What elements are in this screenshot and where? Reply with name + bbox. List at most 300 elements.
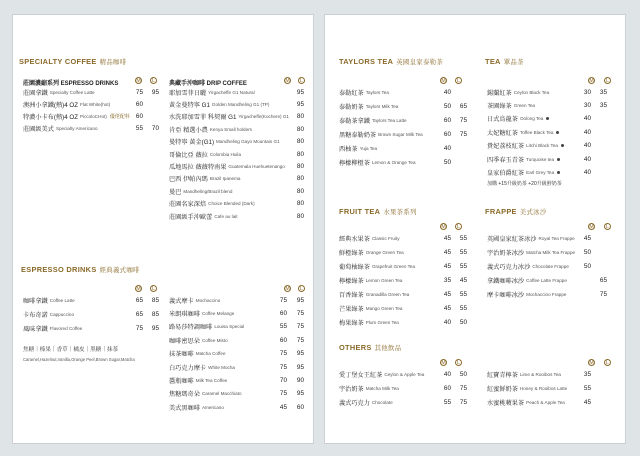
item-name-zh: 肯亞 精選小農 xyxy=(169,126,208,134)
price-m: 75 xyxy=(279,390,287,398)
size-l-icon: L xyxy=(298,77,305,84)
menu-item xyxy=(487,127,627,137)
item-name-en: Yirgacheffe(Kochere) G1 xyxy=(238,114,289,120)
item-name-en: Coffee Latte Frappe xyxy=(526,277,567,283)
item-name-zh: 梅果綠茶 xyxy=(339,319,364,327)
price-l: 65 xyxy=(599,276,607,284)
price-l: 85 xyxy=(151,296,159,304)
menu-item xyxy=(487,87,627,97)
menu-item xyxy=(169,402,309,412)
item-name-zh: 澳洲小拿鐵(熱)4 OZ xyxy=(23,101,78,109)
item-name-en: Mango Green Tea xyxy=(365,305,403,311)
item-name-en: Mochaccino xyxy=(195,297,221,303)
item-name-en: Turquoise tea xyxy=(526,156,555,162)
price-l: 95 xyxy=(296,350,304,358)
price-m: 50 xyxy=(583,262,591,270)
drip-coffee-header: 典藏手沖咖啡 DRIP COFFEE xyxy=(169,81,247,87)
menu-item xyxy=(339,317,479,327)
price-l: 80 xyxy=(296,125,304,133)
size-m-icon: M xyxy=(441,78,446,84)
price-l: 95 xyxy=(151,88,159,96)
menu-item xyxy=(339,383,479,393)
flavor-options: 焦糖｜榛果｜香草｜橘皮｜黑糖｜抹茶 xyxy=(23,347,119,353)
price-m: 45 xyxy=(279,403,287,411)
item-name-en: Matcha Milk Tea Frappe xyxy=(526,249,576,255)
menu-item xyxy=(169,295,309,305)
item-name-en: Lemon & Orange Tea xyxy=(371,159,416,165)
size-l-icon: L xyxy=(604,359,611,366)
size-m-icon: M xyxy=(136,286,141,292)
item-name-zh: 英國皇家紅茶冰沙 xyxy=(487,235,537,243)
price-m: 35 xyxy=(443,276,451,284)
item-name-en: Mochaccino Frappe xyxy=(526,291,567,297)
item-name-en: Coffee Melange xyxy=(201,310,235,316)
price-l: 80 xyxy=(296,175,304,183)
item-name-zh: 路易莎特調咖啡 xyxy=(169,324,213,332)
item-name-zh: 咖啡拿鐵 xyxy=(23,297,48,305)
item-name-en: Royal Tea Frappe xyxy=(538,235,575,241)
menu-item xyxy=(169,174,309,184)
menu-item xyxy=(23,123,163,133)
item-name-zh: 莊園名家深焙 xyxy=(169,201,207,209)
bullet-icon xyxy=(557,158,560,161)
flavor-options-en: Caramel,Hazelnut,Vanilla,Orange Peel,Brown Sugar,Matcha xyxy=(23,357,135,362)
item-name-zh: 巴西 伊帕內瑪 xyxy=(169,176,208,184)
size-l-icon: L xyxy=(150,77,157,84)
item-name-en: Grapefruit Green Tea xyxy=(371,263,416,269)
price-m: 30 xyxy=(583,101,591,109)
item-name-zh: 檸檬綠茶 xyxy=(339,277,364,285)
item-name-en: Toffee Black Tea xyxy=(519,129,554,135)
menu-item xyxy=(169,308,309,318)
bullet-icon xyxy=(561,144,564,147)
item-name-en: Coffee Misto xyxy=(201,337,228,343)
item-name-en: Guatemala Huehuetenango xyxy=(228,163,285,169)
item-name-en: Yuja Tea xyxy=(359,145,378,151)
item-name-zh: 皇家伯爵紅茶 xyxy=(487,169,525,177)
item-name-en: Matcha Coffee xyxy=(195,351,226,357)
price-m: 60 xyxy=(135,112,143,120)
price-m: 35 xyxy=(583,370,591,378)
item-name-en: Earl Grey Tea xyxy=(526,169,555,175)
item-name-zh: 葡萄柚綠茶 xyxy=(339,263,370,271)
size-m-icon: M xyxy=(589,360,594,366)
item-name-zh: 摩卡咖啡冰沙 xyxy=(487,291,525,299)
price-m: 45 xyxy=(583,234,591,242)
menu-item xyxy=(169,137,309,147)
item-name-en: Americano xyxy=(201,404,224,410)
item-name-zh: 莊園拿鐵 xyxy=(23,89,48,97)
price-m: 30 xyxy=(583,88,591,96)
item-name-zh: 水蜜桃蘋果茶 xyxy=(487,399,525,407)
size-m-icon: M xyxy=(441,224,446,230)
item-name-en: Kenya Small holders xyxy=(209,126,252,132)
frappe-title: FRAPPE 美式冰沙 xyxy=(485,207,547,216)
item-name-en: Colombia Huila xyxy=(209,151,241,157)
price-m: 65 xyxy=(135,310,143,318)
item-note: 優佬配料 xyxy=(109,113,130,120)
item-name-en: Specialty Americano xyxy=(55,125,98,131)
price-l: 75 xyxy=(296,336,304,344)
price-m: 60 xyxy=(443,116,451,124)
item-name-en: Ceylon Black Tea xyxy=(513,89,550,95)
size-l-icon: L xyxy=(604,223,611,230)
menu-item xyxy=(487,261,627,271)
price-m: 40 xyxy=(443,144,451,152)
item-name-en: PiccoloCHot) xyxy=(80,113,107,119)
price-m: 65 xyxy=(135,296,143,304)
menu-item xyxy=(339,143,479,153)
price-m: 45 xyxy=(443,234,451,242)
menu-item xyxy=(169,211,309,221)
price-l: 80 xyxy=(296,150,304,158)
item-name-zh: 鮮橙綠茶 xyxy=(339,249,364,257)
menu-item xyxy=(339,275,479,285)
price-m: 75 xyxy=(279,350,287,358)
price-m: 40 xyxy=(583,155,591,163)
manor-espresso-header: 莊園濃縮系列 ESPRESSO DRINKS xyxy=(23,81,119,87)
item-name-zh: 西柚茶 xyxy=(339,145,358,153)
item-name-zh: 茶園綠茶 xyxy=(487,102,512,110)
item-name-en: Taylors Tea xyxy=(365,89,389,95)
menu-item xyxy=(487,289,627,299)
menu-item xyxy=(169,87,309,97)
menu-item xyxy=(339,129,479,139)
item-name-en: Coffee Latte xyxy=(49,297,75,303)
item-name-zh: 愛丁堡女王紅茶 xyxy=(339,371,383,379)
price-m: 40 xyxy=(443,88,451,96)
item-name-en: Orange Green Tea xyxy=(365,249,404,255)
menu-item xyxy=(339,261,479,271)
price-l: 80 xyxy=(296,138,304,146)
menu-item xyxy=(339,101,479,111)
menu-item xyxy=(23,309,163,319)
price-l: 55 xyxy=(459,290,467,298)
menu-item xyxy=(339,397,479,407)
item-name-en: Brazil Ipanema xyxy=(209,176,241,182)
menu-item xyxy=(339,157,479,167)
item-name-zh: 抹茶咖啡 xyxy=(169,351,194,359)
price-m: 55 xyxy=(583,384,591,392)
menu-item xyxy=(487,100,627,110)
bullet-icon xyxy=(556,131,559,134)
bullet-icon xyxy=(557,171,560,174)
price-l: 50 xyxy=(459,370,467,378)
price-m: 60 xyxy=(279,309,287,317)
item-name-zh: 宇治奶茶冰沙 xyxy=(487,249,525,257)
price-l: 35 xyxy=(599,101,607,109)
price-m: 60 xyxy=(443,384,451,392)
others-title: OTHERS 其他飲品 xyxy=(339,343,402,352)
menu-item xyxy=(169,389,309,399)
item-name-zh: 米朗琪咖啡 xyxy=(169,310,200,318)
price-m: 50 xyxy=(443,158,451,166)
price-m: 40 xyxy=(443,318,451,326)
item-name-en: Louisa Special xyxy=(214,324,245,330)
menu-item xyxy=(23,87,163,97)
size-l-icon: L xyxy=(455,77,462,84)
item-name-zh: 曼特寧 黃金(G1) xyxy=(169,139,215,147)
bullet-icon xyxy=(546,117,549,120)
price-m: 60 xyxy=(135,100,143,108)
tea-addon-note: 加購 +15升級奶茶 +20升級鮮奶茶 xyxy=(487,181,562,187)
price-l: 55 xyxy=(459,262,467,270)
menu-item xyxy=(169,161,309,171)
item-name-zh: 哥倫比亞 薇拉 xyxy=(169,151,208,159)
menu-item xyxy=(23,111,163,121)
item-name-en: Taylors Tea Latte xyxy=(371,117,407,123)
price-m: 55 xyxy=(135,124,143,132)
item-name-zh: 錫蘭紅茶 xyxy=(487,89,512,97)
item-name-zh: 泰勒茶拿鐵 xyxy=(339,117,370,125)
menu-item xyxy=(487,275,627,285)
size-m-icon: M xyxy=(441,360,446,366)
menu-item xyxy=(487,397,627,407)
price-l: 80 xyxy=(296,187,304,195)
menu-page-right xyxy=(324,14,626,444)
menu-item xyxy=(169,335,309,345)
item-name-en: Caramel Macchiato xyxy=(201,391,242,397)
item-name-en: Green Tea xyxy=(513,102,536,108)
size-l-icon: L xyxy=(455,359,462,366)
menu-item xyxy=(487,167,627,177)
item-name-en: Oolong Tea xyxy=(519,116,544,122)
menu-item xyxy=(169,149,309,159)
menu-item xyxy=(339,233,479,243)
price-m: 45 xyxy=(583,398,591,406)
price-m: 40 xyxy=(583,115,591,123)
item-name-en: Milk Tea Coffee xyxy=(195,377,228,383)
menu-item xyxy=(23,99,163,109)
item-name-en: Cafe au lait xyxy=(214,213,238,219)
price-m: 50 xyxy=(443,102,451,110)
item-name-en: Matcha Milk Tea xyxy=(365,385,399,391)
size-l-icon: L xyxy=(298,285,305,292)
item-name-zh: 檸檬柳橙茶 xyxy=(339,159,370,167)
price-m: 40 xyxy=(583,142,591,150)
espresso-drinks-title: ESPRESSO DRINKS 經典義式咖啡 xyxy=(21,265,140,274)
price-m: 50 xyxy=(583,248,591,256)
price-l: 75 xyxy=(459,130,467,138)
menu-item xyxy=(169,349,309,359)
item-name-en: Lime & Rooibos Tea xyxy=(519,371,561,377)
item-name-zh: 莊園級美式 xyxy=(23,125,54,133)
item-name-en: Chocolate Frappe xyxy=(532,263,569,269)
price-l: 35 xyxy=(599,88,607,96)
item-name-zh: 百香綠茶 xyxy=(339,291,364,299)
menu-item xyxy=(169,124,309,134)
menu-item xyxy=(339,369,479,379)
size-l-icon: L xyxy=(455,223,462,230)
item-name-zh: 紅寶青檸茶 xyxy=(487,371,518,379)
price-m: 40 xyxy=(583,168,591,176)
item-name-en: Yirgacheffe G1 Natural xyxy=(208,89,255,95)
item-name-en: Plum Green Tea xyxy=(365,319,399,325)
size-m-icon: M xyxy=(285,78,290,84)
price-l: 75 xyxy=(296,323,304,331)
price-l: 90 xyxy=(296,376,304,384)
size-l-icon: L xyxy=(150,285,157,292)
item-name-zh: 太妃糖紅茶 xyxy=(487,129,518,137)
menu-item xyxy=(169,112,309,122)
menu-item xyxy=(339,115,479,125)
price-m: 55 xyxy=(443,398,451,406)
item-name-en: Mandheling/Brazil blend xyxy=(183,188,233,194)
item-name-en: White Mocha xyxy=(208,364,235,370)
item-name-zh: 芒果綠茶 xyxy=(339,305,364,313)
item-name-en: Lemon Green Tea xyxy=(365,277,403,283)
item-name-en: Brown Sugar Milk Tea xyxy=(378,131,423,137)
price-l: 95 xyxy=(151,324,159,332)
price-l: 95 xyxy=(296,100,304,108)
price-l: 75 xyxy=(459,116,467,124)
item-name-zh: 醬瓶咖啡 xyxy=(169,377,194,385)
price-m: 45 xyxy=(443,304,451,312)
price-l: 95 xyxy=(296,296,304,304)
price-m: 55 xyxy=(279,323,287,331)
item-name-zh: 卡布奇諾 xyxy=(23,311,48,319)
item-name-en: Granadilla Green Tea xyxy=(365,291,410,297)
item-name-en: Choice Blended (Dark) xyxy=(208,201,255,207)
price-l: 70 xyxy=(151,124,159,132)
item-name-zh: 宇治奶茶 xyxy=(339,385,364,393)
item-name-zh: 莊園級手沖歐蕾 xyxy=(169,213,213,221)
item-name-zh: 特濃小卡布(熱)4 OZ xyxy=(23,113,78,121)
menu-item xyxy=(487,141,627,151)
price-m: 75 xyxy=(135,88,143,96)
price-m: 45 xyxy=(443,262,451,270)
item-name-en: Taylors Milk Tea xyxy=(365,103,399,109)
menu-item xyxy=(169,199,309,209)
item-name-en: Honey & Rooibos Latte xyxy=(519,385,568,391)
price-m: 40 xyxy=(443,370,451,378)
menu-item xyxy=(339,247,479,257)
fruit-tea-title: FRUIT TEA 水果茶系列 xyxy=(339,207,417,216)
item-name-en: Classic Fruity xyxy=(371,235,400,241)
item-name-en: Cappuccino xyxy=(49,311,75,317)
item-name-zh: 義式巧克力冰沙 xyxy=(487,263,531,271)
price-l: 80 xyxy=(296,113,304,121)
menu-item xyxy=(487,114,627,124)
size-m-icon: M xyxy=(589,224,594,230)
item-name-zh: 瓜地馬拉 薇薇特南果 xyxy=(169,163,227,171)
specialty-coffee-title: SPECIALTY COFFEE 精品咖啡 xyxy=(19,57,127,66)
price-l: 75 xyxy=(459,398,467,406)
menu-item xyxy=(339,303,479,313)
item-name-zh: 黃金曼特寧 G1 xyxy=(169,101,210,109)
menu-item xyxy=(23,323,163,333)
item-name-en: Litchi Black Tea xyxy=(526,143,558,149)
item-name-zh: 泰勒奶茶 xyxy=(339,103,364,111)
item-name-zh: 曼巴 xyxy=(169,188,182,196)
menu-item xyxy=(169,99,309,109)
item-name-en: Chocolate xyxy=(371,399,393,405)
item-name-zh: 義式巧克力 xyxy=(339,399,370,407)
price-l: 45 xyxy=(459,276,467,284)
menu-item xyxy=(487,383,627,393)
price-m: 60 xyxy=(279,336,287,344)
price-l: 95 xyxy=(296,390,304,398)
price-m: 45 xyxy=(443,248,451,256)
menu-item xyxy=(169,186,309,196)
item-name-zh: 咖啡密思朵 xyxy=(169,337,200,345)
size-m-icon: M xyxy=(589,78,594,84)
price-l: 55 xyxy=(459,248,467,256)
item-name-zh: 貴妃荔枝紅茶 xyxy=(487,143,525,151)
price-m: 40 xyxy=(583,128,591,136)
item-name-zh: 義式摩卡 xyxy=(169,297,194,305)
menu-item xyxy=(487,369,627,379)
item-name-en: Flat White(hot) xyxy=(80,101,111,107)
price-l: 50 xyxy=(459,318,467,326)
price-l: 75 xyxy=(459,384,467,392)
item-name-zh: 日式烏龍茶 xyxy=(487,116,518,124)
item-name-zh: 泰勒紅茶 xyxy=(339,89,364,97)
price-m: 75 xyxy=(279,363,287,371)
menu-item xyxy=(169,322,309,332)
item-name-zh: 焦糖瑪奇朵 xyxy=(169,391,200,399)
menu-item xyxy=(169,362,309,372)
menu-item xyxy=(487,154,627,164)
item-name-zh: 風味拿鐵 xyxy=(23,325,48,333)
item-name-en: Golden Mandheling G1 (TP) xyxy=(211,101,270,107)
menu-item xyxy=(23,295,163,305)
item-name-zh: 四季春玉青茶 xyxy=(487,156,525,164)
menu-item xyxy=(169,375,309,385)
menu-item xyxy=(487,247,627,257)
size-l-icon: L xyxy=(604,77,611,84)
menu-item xyxy=(487,233,627,243)
item-name-zh: 黑糖泰勒奶茶 xyxy=(339,131,377,139)
price-l: 80 xyxy=(296,212,304,220)
price-l: 55 xyxy=(459,234,467,242)
item-name-zh: 紅蜜鮮奶茶 xyxy=(487,385,518,393)
menu-page-left xyxy=(12,14,314,444)
price-m: 45 xyxy=(443,290,451,298)
size-m-icon: M xyxy=(136,78,141,84)
item-name-zh: 耶加雪菲日曬 xyxy=(169,89,207,97)
item-name-zh: 拿鐵咖啡冰沙 xyxy=(487,277,525,285)
price-l: 55 xyxy=(459,304,467,312)
price-l: 95 xyxy=(296,88,304,96)
price-l: 80 xyxy=(296,162,304,170)
price-l: 60 xyxy=(296,403,304,411)
item-name-en: Mandheling Gayo Mountain G1 xyxy=(216,139,280,145)
price-l: 65 xyxy=(459,102,467,110)
price-l: 85 xyxy=(151,310,159,318)
menu-item xyxy=(339,87,479,97)
item-name-en: Ceylon & Apple Tea xyxy=(384,371,425,377)
size-m-icon: M xyxy=(285,286,290,292)
price-m: 75 xyxy=(279,296,287,304)
price-m: 75 xyxy=(135,324,143,332)
price-l: 75 xyxy=(599,290,607,298)
item-name-en: Flavored Coffee xyxy=(49,325,83,331)
price-l: 95 xyxy=(296,363,304,371)
item-name-zh: 水洗耶加雪菲 科契爾 G1 xyxy=(169,114,237,122)
price-l: 80 xyxy=(296,200,304,208)
item-name-zh: 經典水果茶 xyxy=(339,235,370,243)
item-name-en: Specialty Coffee Latte xyxy=(49,89,95,95)
item-name-zh: 美式黑咖啡 xyxy=(169,404,200,412)
menu-item xyxy=(339,289,479,299)
price-m: 70 xyxy=(279,376,287,384)
price-l: 75 xyxy=(296,309,304,317)
price-m: 60 xyxy=(443,130,451,138)
taylors-tea-title: TAYLORS TEA 英國皇家泰勒茶 xyxy=(339,57,444,66)
item-name-en: Peach & Apple Tea xyxy=(526,399,565,405)
tea-title: TEA 單品茶 xyxy=(485,57,524,66)
